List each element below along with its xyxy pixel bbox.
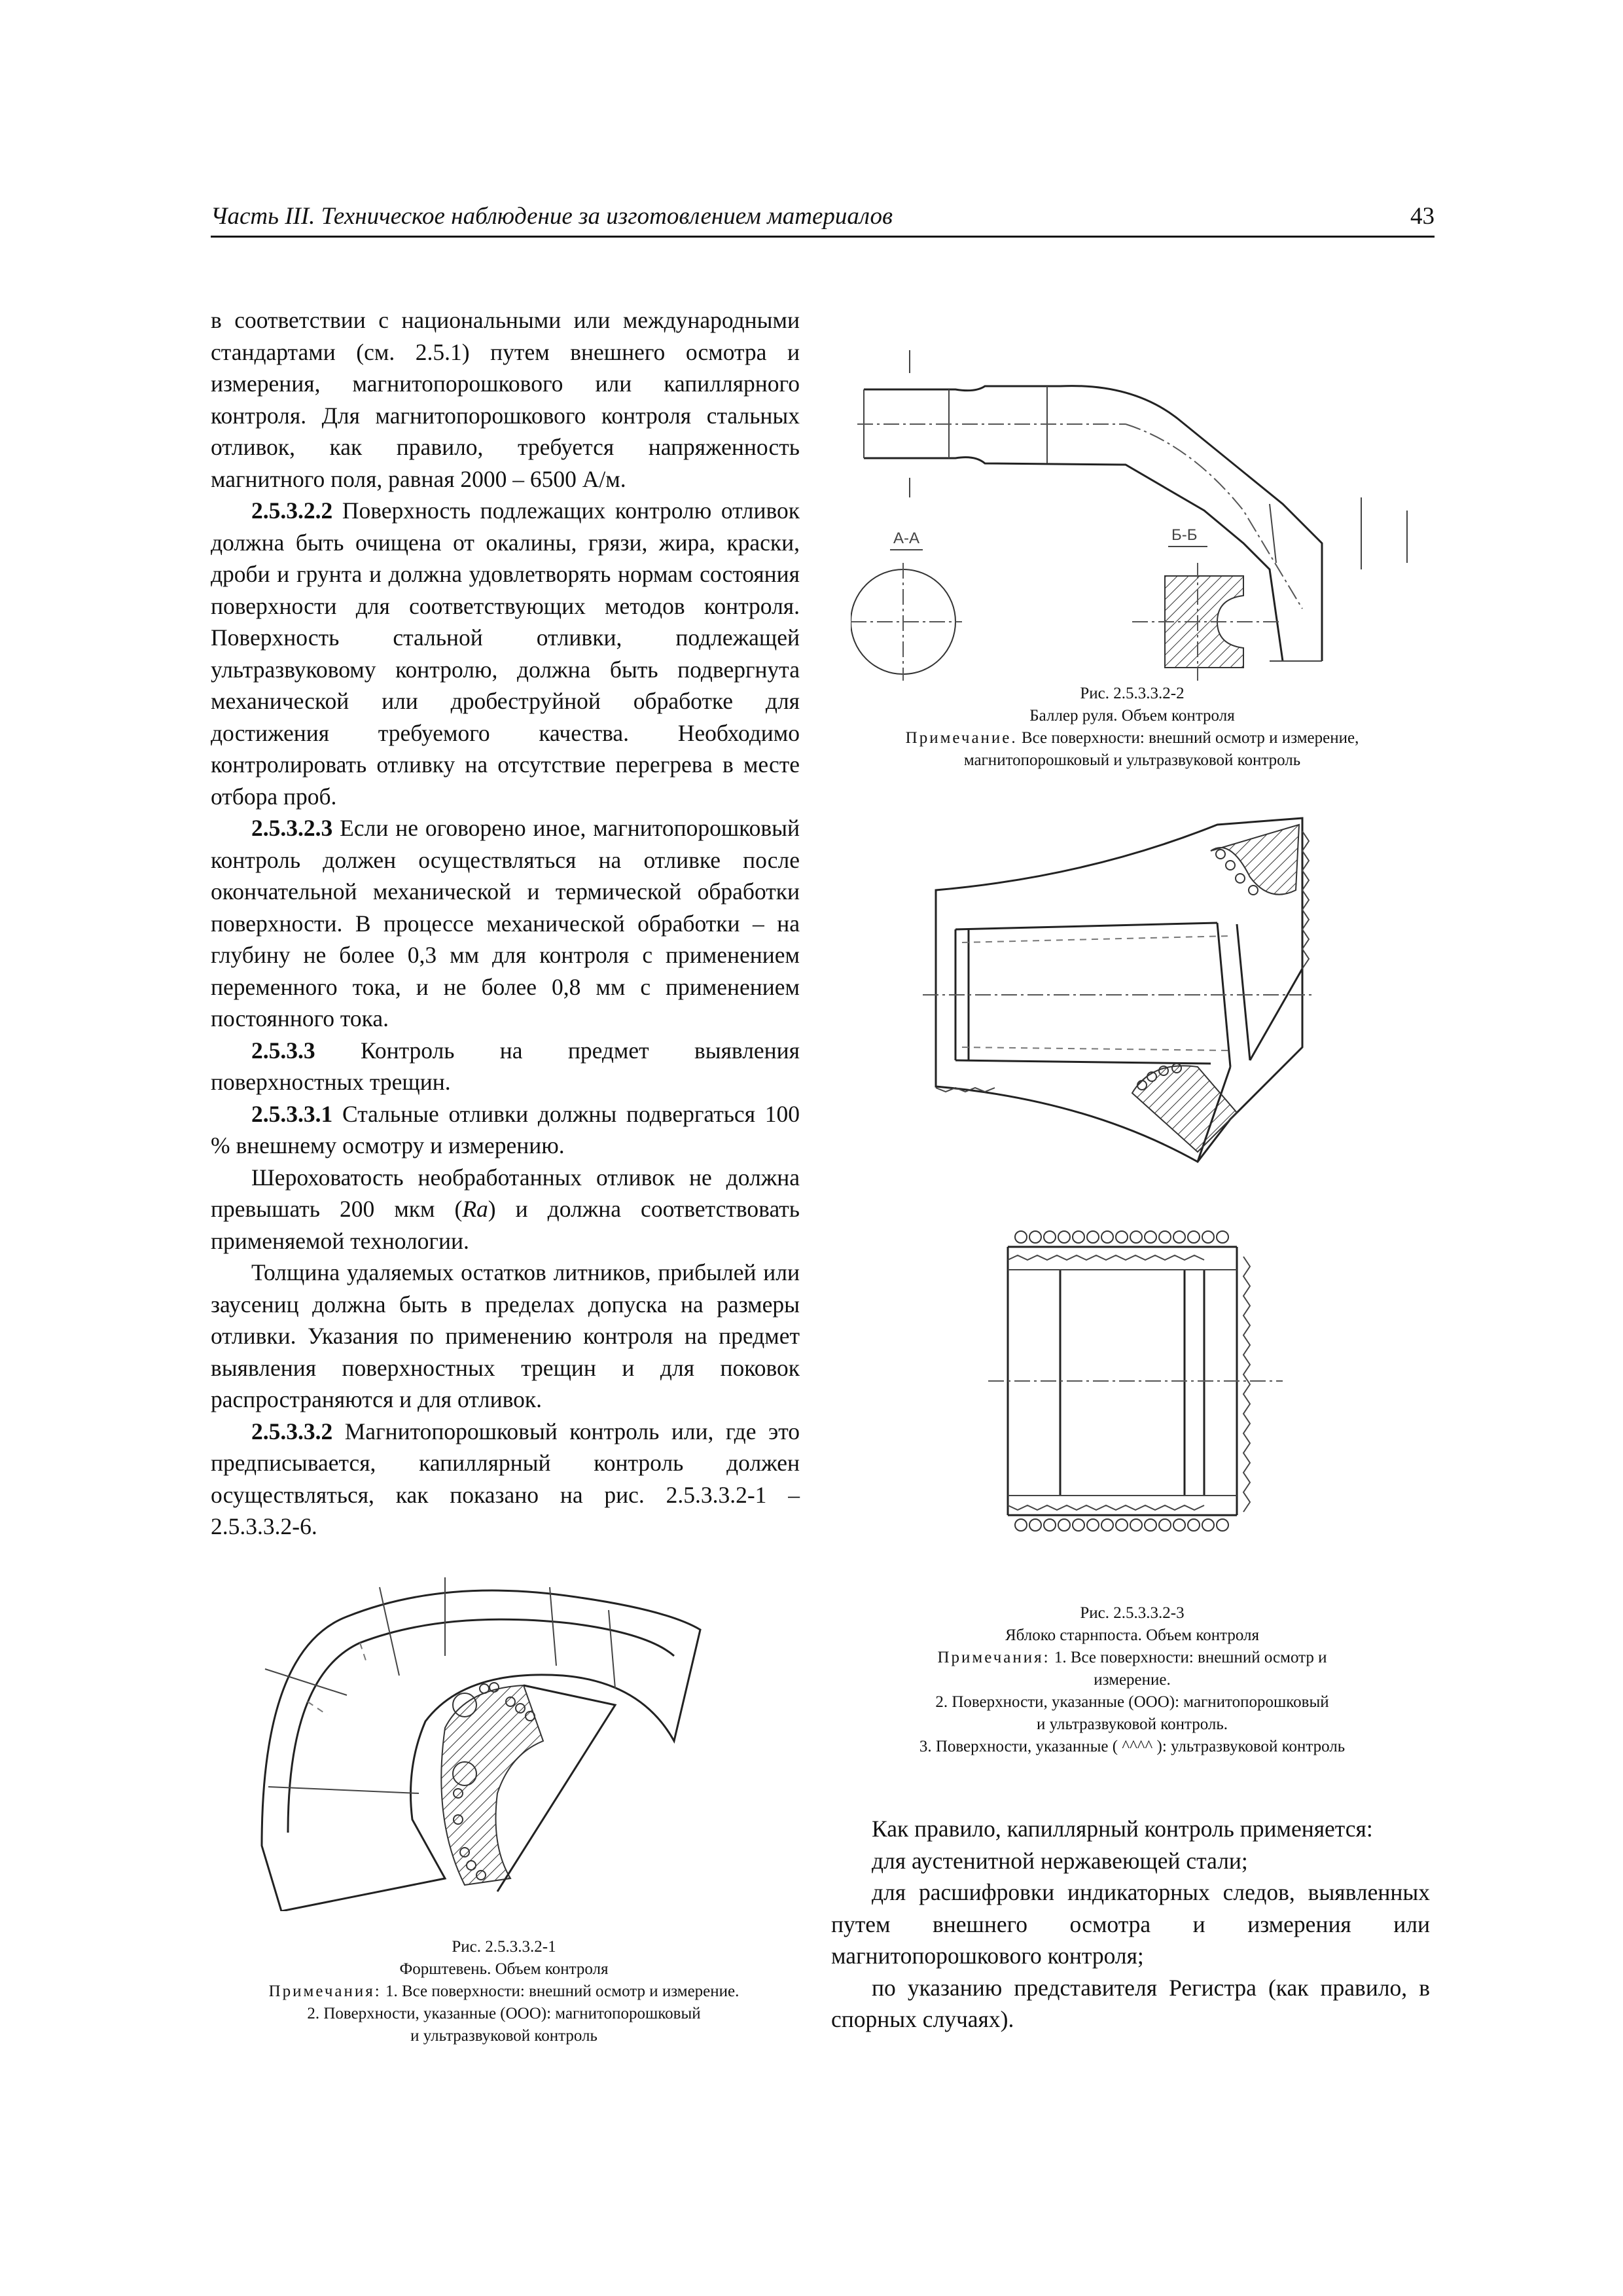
- figure-title: Форштевень. Объем контроля: [399, 1960, 609, 1978]
- figure-note: [818, 1647, 1446, 1669]
- figure-note: и ультразвуковой контроль.: [1036, 1715, 1228, 1733]
- paragraph: Толщина удаляемых остатков литников, прибылей или заусениц должна быть в пределах допуска на размеры отливки. Указания по применению контроля на предмет выявления поверхностных трещин и для поковок распространяются и для отливок.: [211, 1259, 800, 1412]
- roughness-symbol: Ra: [462, 1196, 488, 1222]
- figure-note: 3. Поверхности, указанные ( ^^^^ ): ультразвуковой контроль: [919, 1738, 1346, 1755]
- right-column: [831, 1813, 1430, 2036]
- clause-number: 2.5.3.2.2: [251, 497, 333, 524]
- clause-text: Если не оговорено иное, магнитопорошковый контроль должен осуществляться на отливке после окончательной механической и термической обработки поверхности. В процессе механической обработки – на глубину не более 0,3 мм для контроля с применением переменного тока, и не более 0,8 мм с применением постоянного тока.: [211, 815, 800, 1031]
- figure-note: [196, 1981, 812, 2003]
- paragraph: для расшифровки индикаторных следов, выявленных путем внешнего осмотра и измерения или магнитопорошкового контроля;: [831, 1879, 1430, 1969]
- figure-note: магнитопорошковый и ультразвуковой контроль: [963, 751, 1301, 769]
- figure-caption-3: [818, 1602, 1446, 1758]
- figure-note: 2. Поверхности, указанные (ООО): магнитопорошковый: [307, 2005, 701, 2022]
- clause-text: Поверхность подлежащих контролю отливок должна быть очищена от окалины, грязи, жира, краски, дроби и грунта и должна удовлетворять нормам состояния поверхности для соответствующих методов контроля. Поверхность стальной отливки, подлежащей ультразвуковому контролю, должна быть подвергнута механической или дробеструйной обработке для достижения требуемого качества. Необходимо контролировать отливку на отсутствие перегрева в месте отбора проб.: [211, 497, 800, 810]
- figure-rudder-stock-drawing: [851, 347, 1427, 687]
- paragraph: [211, 1416, 800, 1543]
- clause-text: ) и должна соответствовать применяемой технологии.: [211, 1196, 800, 1254]
- figure-stern-boss-drawing-top: [923, 812, 1315, 1178]
- note-text: Все поверхности: внешний осмотр и измерение,: [1017, 729, 1359, 747]
- paragraph: [211, 812, 800, 1035]
- section-label-a: A-A: [893, 529, 920, 547]
- clause-text: Шероховатость необработанных отливок не должна превышать 200 мкм (: [211, 1164, 800, 1222]
- note-label: Примечания:: [937, 1649, 1050, 1666]
- clause-number: 2.5.3.2.3: [251, 815, 333, 841]
- figure-title: Яблоко старнпоста. Объем контроля: [1005, 1626, 1259, 1644]
- paragraph: в соответствии с национальными или международными стандартами (см. 2.5.1) путем внешнего осмотра и измерения, магнитопорошкового или капиллярного контроля. Для магнитопорошкового контроля стальных отливок, как правило, требуется напряженность магнитного поля, равная 2000 – 6500 А/м.: [211, 307, 800, 492]
- figure-note: измерение.: [1094, 1671, 1171, 1689]
- figure-number: Рис. 2.5.3.3.2-1: [452, 1938, 556, 1956]
- note-label: Примечание.: [905, 729, 1018, 747]
- paragraph: [211, 1098, 800, 1162]
- paragraph: [211, 495, 800, 812]
- paragraph: Как правило, капиллярный контроль применяется:: [872, 1816, 1373, 1842]
- paragraph: [211, 1035, 800, 1098]
- clause-number: 2.5.3.3.2: [251, 1418, 333, 1444]
- figure-number: Рис. 2.5.3.3.2-2: [1080, 685, 1185, 702]
- note-label: Примечания:: [268, 1982, 382, 2000]
- page-number: 43: [1410, 203, 1435, 230]
- figure-number: Рис. 2.5.3.3.2-3: [1080, 1604, 1185, 1622]
- figure-title: Баллер руля. Объем контроля: [1029, 707, 1235, 725]
- figure-caption-1: [196, 1936, 812, 2047]
- clause-text: Стальные отливки должны подвергаться 100 % внешнему осмотру и измерению.: [211, 1100, 800, 1158]
- figure-note: [818, 727, 1446, 749]
- figure-caption-2: [818, 683, 1446, 772]
- figure-note: и ультразвуковой контроль: [410, 2027, 597, 2045]
- clause-text: Магнитопорошковый контроль или, где это предписывается, капиллярный контроль должен осуществляться, как показано на рис. 2.5.3.3.2-1 – 2.5.3.3.2-6.: [211, 1418, 800, 1539]
- paragraph: [211, 1162, 800, 1257]
- note-text: 1. Все поверхности: внешний осмотр и: [1050, 1649, 1327, 1666]
- clause-number: 2.5.3.3.1: [251, 1100, 333, 1127]
- paragraph: для аустенитной нержавеющей стали;: [872, 1847, 1248, 1874]
- figure-note: 2. Поверхности, указанные (ООО): магнитопорошковый: [935, 1693, 1329, 1711]
- clause-number: 2.5.3.3: [251, 1037, 315, 1064]
- figure-stem-drawing: [249, 1571, 720, 1911]
- paragraph: по указанию представителя Регистра (как правило, в спорных случаях).: [831, 1974, 1430, 2032]
- section-label-b: Б-Б: [1171, 526, 1198, 544]
- running-title: Часть III. Техническое наблюдение за изготовлением материалов: [211, 203, 893, 230]
- note-text: 1. Все поверхности: внешний осмотр и измерение.: [381, 1982, 740, 2000]
- page-header: [211, 196, 1435, 238]
- clause-text: Контроль на предмет выявления поверхностных трещин.: [211, 1037, 800, 1095]
- left-column: [211, 304, 800, 1543]
- figure-stern-boss-drawing-bottom: [988, 1217, 1283, 1551]
